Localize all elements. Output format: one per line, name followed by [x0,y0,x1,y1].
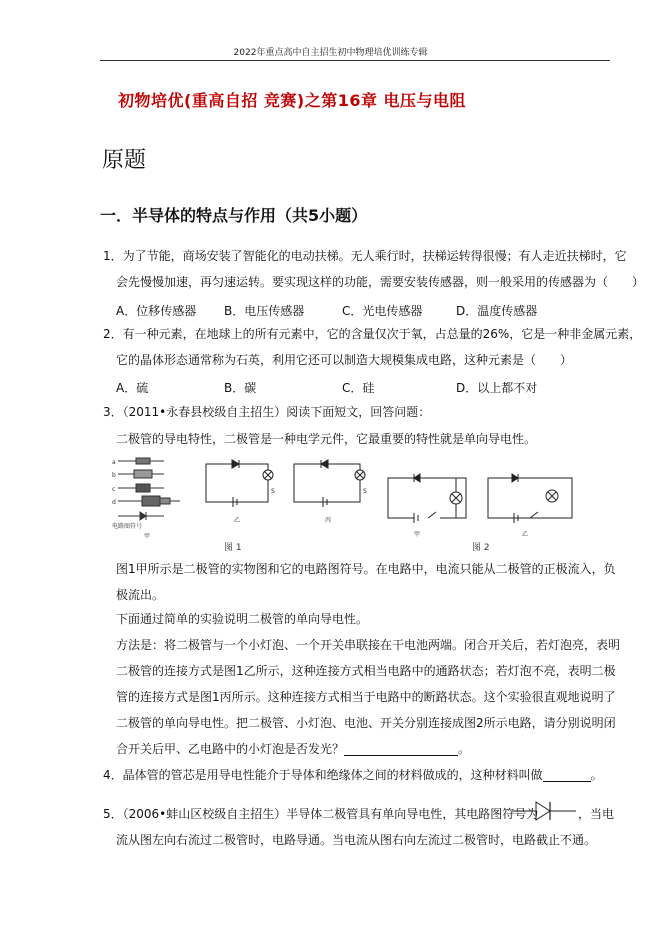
q1-option-b: B．电压传感器 [224,304,305,318]
q3-p3: 下面通过简单的实验说明二极管的单向导电性。 [116,612,369,626]
figure-1-label: 图 1 [224,543,242,553]
legend-c: c [112,486,116,493]
label-bing: 丙 [325,517,332,524]
label-yi: 乙 [234,517,241,524]
q4-answer-blank [543,768,591,782]
q4-end: 。 [590,768,603,782]
q1-option-d: D．温度传感器 [456,304,538,318]
heading-yuanti: 原题 [102,148,147,173]
q2-option-a: A．硫 [116,381,149,395]
q1-option-a: A．位移传感器 [116,304,197,318]
circuit-fig2-jia [388,474,466,538]
q1-line1: 1．为了节能，商场安装了智能化的电动扶梯。无人乘行时，扶梯运转得很慢；有人走近扶梯时，它 [103,249,627,263]
q3-p6: 管的连接方式是图1丙所示。这种连接方式相当于电路中的断路状态。这个实验很直观地说明了 [116,690,616,704]
q3-p2: 极流出。 [116,588,165,602]
q4-row [103,768,603,782]
q3-p5: 二极管的连接方式是图1乙所示，这种连接方式相当电路中的通路状态；若灯泡不亮，表明二极 [116,664,616,678]
document-title: 初物培优(重高自招 竞赛)之第16章 电压与电阻 [118,91,467,110]
q5-line1-b: ，当电 [578,807,615,821]
q2-option-b: B．碳 [224,381,257,395]
circuit-fig2-yi [488,474,572,538]
q3-p4: 方法是：将二极管与一个小灯泡、一个开关串联接在干电池两端。闭合开关后，若灯泡亮，表明 [116,638,621,652]
switch-s-bing: S [363,488,367,495]
q3-line2: 二极管的导电特性，二极管是一种电学元件，它最重要的特性就是单向导电性。 [116,432,537,446]
figure-2-label: 图 2 [472,543,490,553]
label-jia: 甲 [144,533,151,540]
switch-s-yi: S [271,488,275,495]
q3-p1: 图1甲所示是二极管的实物图和它的电路图符号。在电路中，电流只能从二极管的正极流入，负 [116,562,616,576]
header-rule [100,60,610,61]
section-heading: 一．半导体的特点与作用（共5小题） [100,206,368,225]
q5-line1-a: 5．（2006•蚌山区校级自主招生）半导体二极管具有单向导电性，其电路图符号为 [103,807,539,821]
symbol-caption: 电路图符号 [112,523,143,530]
q2-option-d: D．以上都不对 [456,381,538,395]
legend-a: a [112,459,116,466]
q3-line1: 3．（2011•永春县校级自主招生）阅读下面短文，回答问题： [103,405,431,419]
label-fig2-yi: 乙 [522,531,529,538]
q5-line2: 流从图左向右流过二极管时，电路导通。当电流从图右向左流过二极管时，电路截止不通。 [116,833,597,847]
q1-options [116,302,596,316]
q4-text: 4．晶体管的管芯是用导电性能介于导体和绝缘体之间的材料做成的，这种材料叫做 [103,768,543,782]
diode-figure [112,452,582,554]
legend-b: b [112,472,116,479]
q3-p8-row [116,742,470,756]
q1-option-c: C．光电传感器 [342,304,423,318]
diode-symbol [512,797,576,825]
q2-line2: 它的晶体形态通常称为石英，利用它还可以制造大规模集成电路，这种元素是（ ） [116,353,573,367]
q1-line2: 会先慢慢加速，再匀速运转。要实现这样的功能，需要安装传感器，则一般采用的传感器为（ ） [116,275,645,289]
legend-d: d [112,499,116,506]
label-fig2-jia: 甲 [414,531,421,538]
q2-line1: 2．有一种元素，在地球上的所有元素中，它的含量仅次于氧，占总量的26%，它是一种非金属元素， [103,327,642,341]
circuit-bing [294,460,367,524]
q2-options [116,379,596,393]
q3-p8-end: 。 [458,742,471,756]
circuit-yi [206,460,275,524]
page-header: 2022年重点高中自主招生初中物理培优训练专辑 [233,48,428,58]
q3-p8: 合开关后甲、乙电路中的小灯泡是否发光？ [116,742,345,756]
diode-photos [112,458,180,540]
q3-p7: 二极管的单向导电性。把二极管、小灯泡、电池、开关分别连接成图2所示电路，请分别说明闭 [116,716,616,730]
q3-answer-blank [344,742,458,756]
q2-option-c: C．硅 [342,381,375,395]
